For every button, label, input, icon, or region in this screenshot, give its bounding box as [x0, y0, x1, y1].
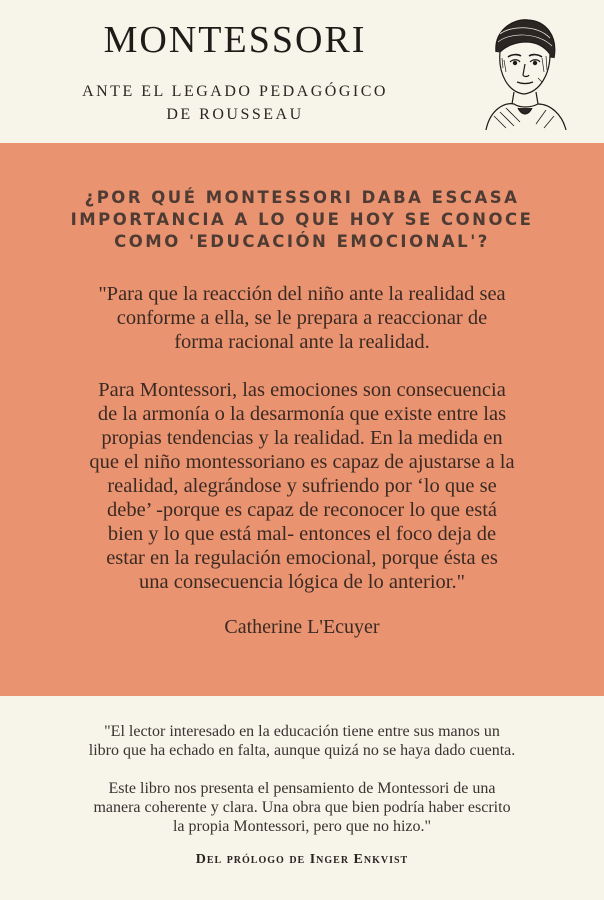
book-subtitle — [0, 80, 470, 126]
quote-line: realidad, alegrándose y sufriendo por ‘lo que se — [107, 475, 497, 497]
quote-line: "Para que la reacción del niño ante la realidad sea — [98, 283, 506, 305]
subtitle-line: ANTE EL LEGADO PEDAGÓGICO — [82, 83, 388, 100]
review-section — [0, 696, 604, 900]
quote-panel — [0, 143, 604, 696]
main-quote — [28, 282, 576, 594]
review-line: la propia Montessori, pero que no hizo." — [172, 818, 432, 835]
quote-line: debe’ -porque es capaz de reconocer lo que está — [106, 499, 498, 521]
review-line: libro que ha echado en falta, aunque quizá no se haya dado cuenta. — [88, 742, 516, 759]
subtitle-line: DE ROUSSEAU — [166, 106, 304, 123]
quote-line: propias tendencias y la realidad. En la medida en — [101, 427, 503, 449]
quote-line: de la armonía o la desarmonía que existe entre las — [97, 403, 507, 425]
question-line: ¿POR QUÉ MONTESSORI DABA ESCASA — [84, 188, 520, 207]
question-heading — [52, 187, 552, 253]
quote-line: una consecuencia lógica de lo anterior." — [139, 571, 465, 593]
quote-line: bien y lo que está mal- entonces el foco deja de — [107, 523, 497, 545]
review-line: "El lector interesado en la educación tiene entre sus manos un — [104, 723, 500, 740]
quote-line: estar en la regulación emocional, porque ésta es — [106, 547, 498, 569]
quote-line: forma racional ante la realidad. — [174, 331, 430, 353]
woman-portrait-engraving-icon — [466, 12, 576, 130]
review-paragraph — [30, 779, 574, 836]
review-line: Este libro nos presenta el pensamiento de Montessori de una — [108, 780, 496, 797]
question-line: IMPORTANCIA A LO QUE HOY SE CONOCE — [70, 210, 534, 229]
review-quote — [30, 722, 574, 836]
review-line: manera coherente y clara. Una obra que bien podría haber escrito — [93, 799, 511, 816]
quote-line: conforme a ella, se le prepara a reaccionar de — [116, 307, 488, 329]
review-credit: Del prólogo de Inger Enkvist — [195, 852, 409, 867]
quote-author: Catherine L'Ecuyer — [224, 616, 380, 638]
quote-paragraph — [28, 378, 576, 594]
quote-paragraph — [28, 282, 576, 354]
header — [0, 0, 604, 143]
question-line: COMO 'EDUCACIÓN EMOCIONAL'? — [114, 232, 490, 251]
review-paragraph — [30, 722, 574, 760]
quote-line: Para Montessori, las emociones son consecuencia — [98, 379, 506, 401]
book-title: MONTESSORI — [103, 19, 367, 61]
quote-line: que el niño montessoriano es capaz de ajustarse a la — [89, 451, 515, 473]
